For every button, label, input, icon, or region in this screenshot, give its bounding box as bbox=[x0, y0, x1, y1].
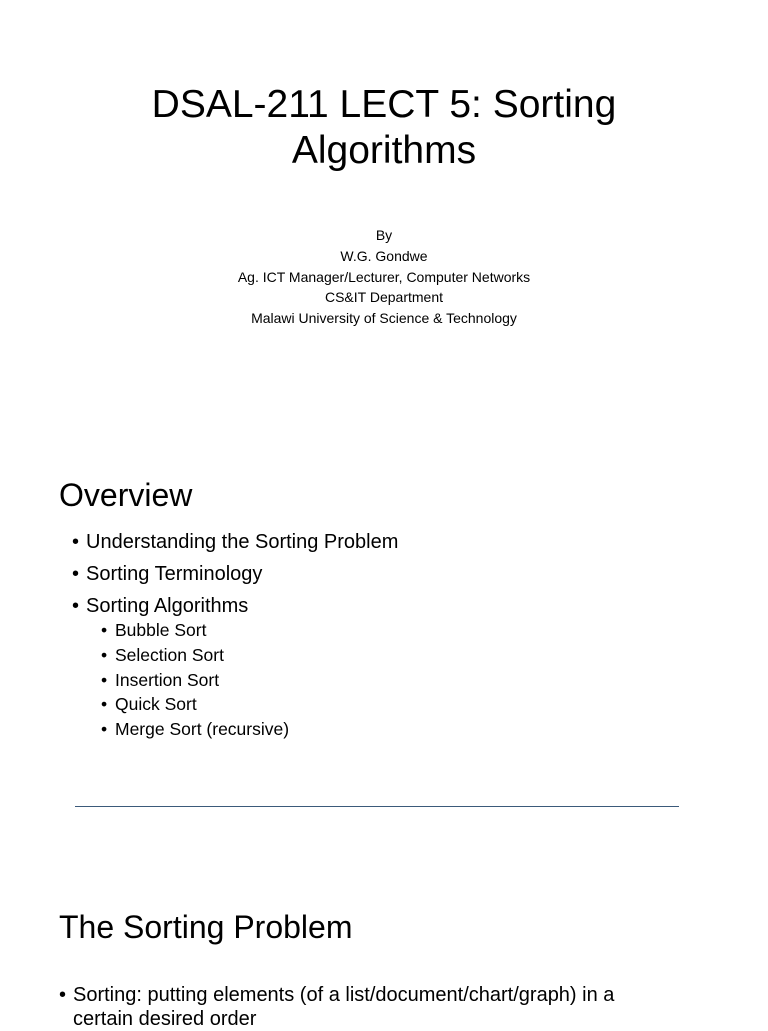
bullet-icon: • bbox=[59, 984, 67, 1006]
author-name: W.G. Gondwe bbox=[340, 247, 428, 264]
lecture-title-line2: Algorithms bbox=[291, 129, 477, 172]
list-item bbox=[101, 668, 289, 693]
algorithm-sub-list bbox=[101, 618, 289, 742]
bullet-icon: • bbox=[101, 719, 108, 740]
lecture-title bbox=[0, 82, 768, 174]
bullet-icon: • bbox=[101, 644, 108, 665]
sorting-problem-slide bbox=[0, 890, 768, 1030]
lecture-title-line1: DSAL-211 LECT 5: Sorting bbox=[151, 83, 617, 126]
bullet-text: Sorting Algorithms bbox=[86, 595, 249, 617]
bullet-text: Sorting Terminology bbox=[86, 563, 263, 585]
title-slide bbox=[0, 0, 768, 430]
overview-bullet-list bbox=[72, 526, 398, 622]
list-item bbox=[101, 618, 289, 643]
sorting-definition-line1: Sorting: putting elements (of a list/document/chart/graph) in a bbox=[73, 984, 615, 1006]
overview-heading: Overview bbox=[59, 477, 193, 513]
list-item bbox=[72, 526, 398, 558]
bullet-icon: • bbox=[101, 694, 108, 715]
byline-block bbox=[0, 225, 768, 329]
sub-bullet-text: Bubble Sort bbox=[115, 620, 207, 640]
sorting-problem-heading: The Sorting Problem bbox=[59, 909, 353, 945]
institution-name: Malawi University of Science & Technology bbox=[251, 310, 517, 327]
sorting-definition-line2: certain desired order bbox=[73, 1008, 257, 1030]
sub-bullet-text: Selection Sort bbox=[115, 644, 224, 665]
list-item bbox=[101, 643, 289, 668]
list-item bbox=[101, 717, 289, 742]
bullet-icon: • bbox=[72, 531, 80, 553]
bullet-icon: • bbox=[72, 595, 80, 617]
department-name: CS&IT Department bbox=[324, 289, 443, 306]
bullet-text: Understanding the Sorting Problem bbox=[86, 531, 399, 553]
bullet-icon: • bbox=[101, 620, 108, 640]
byline-by: By bbox=[375, 227, 393, 243]
sub-bullet-text: Quick Sort bbox=[115, 694, 197, 715]
bullet-icon: • bbox=[72, 563, 80, 585]
slide-divider bbox=[75, 806, 679, 807]
sub-bullet-text: Merge Sort (recursive) bbox=[115, 719, 290, 740]
overview-slide bbox=[0, 440, 768, 780]
bullet-icon: • bbox=[101, 669, 108, 690]
author-role: Ag. ICT Manager/Lecturer, Computer Networks bbox=[237, 268, 531, 285]
list-item bbox=[101, 692, 289, 717]
list-item bbox=[72, 558, 398, 590]
sub-bullet-text: Insertion Sort bbox=[115, 669, 220, 690]
